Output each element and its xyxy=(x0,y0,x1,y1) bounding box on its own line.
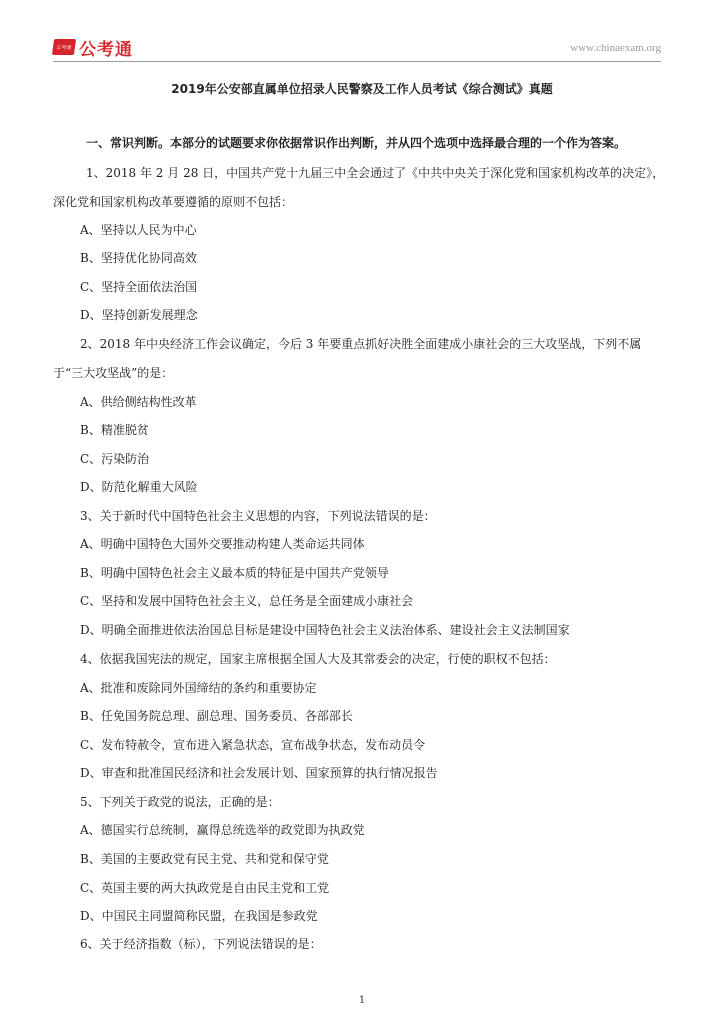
option-item: D、审查和批准国民经济和社会发展计划、国家预算的执行情况报告 xyxy=(80,766,438,780)
option-item: A、供给侧结构性改革 xyxy=(80,395,197,409)
option-item: B、任免国务院总理、副总理、国务委员、各部部长 xyxy=(80,709,353,723)
page-header xyxy=(0,0,724,62)
logo-text: 公考通 xyxy=(79,39,133,60)
question-stem-continued: 深化党和国家机构改革要遵循的原则不包括： xyxy=(53,195,294,209)
logo[interactable] xyxy=(53,36,133,58)
site-url[interactable]: www.chinaexam.org xyxy=(570,42,661,54)
option-item: B、精准脱贫 xyxy=(80,423,149,437)
question-stem: 1、2018 年 2 月 28 日，中国共产党十九届三中全会通过了《中共中央关于深化党和国家机构改革的决定》， xyxy=(86,166,665,180)
option-item: A、批准和废除同外国缔结的条约和重要协定 xyxy=(80,681,317,695)
option-item: D、中国民主同盟简称民盟，在我国是参政党 xyxy=(80,909,318,923)
question-stem: 6、关于经济指数（标），下列说法错误的是： xyxy=(80,937,322,951)
option-item: C、发布特赦令，宣布进入紧急状态，宣布战争状态，发布动员令 xyxy=(80,738,426,752)
option-item: C、英国主要的两大执政党是自由民主党和工党 xyxy=(80,881,330,895)
question-stem: 5、下列关于政党的说法，正确的是： xyxy=(80,795,280,809)
question-stem: 4、依据我国宪法的规定，国家主席根据全国人大及其常委会的决定，行使的职权不包括： xyxy=(80,652,556,666)
option-item: A、坚持以人民为中心 xyxy=(80,223,197,237)
question-stem: 2、2018 年中央经济工作会议确定，今后 3 年要重点抓好决胜全面建成小康社会的三大攻坚战，下列不属 xyxy=(80,337,642,351)
option-item: C、污染防治 xyxy=(80,452,150,466)
option-item: D、明确全面推进依法治国总目标是建设中国特色社会主义法治体系、建设社会主义法制国家 xyxy=(80,623,570,637)
question-stem: 3、关于新时代中国特色社会主义思想的内容，下列说法错误的是： xyxy=(80,509,436,523)
option-item: D、坚持创新发展理念 xyxy=(80,308,198,322)
option-item: C、坚持和发展中国特色社会主义，总任务是全面建成小康社会 xyxy=(80,594,414,608)
option-item: C、坚持全面依法治国 xyxy=(80,280,198,294)
header-divider xyxy=(53,61,661,62)
logo-badge-icon: 公考通 xyxy=(52,39,76,55)
option-item: B、明确中国特色社会主义最本质的特征是中国共产党领导 xyxy=(80,566,389,580)
page-title: 2019年公安部直属单位招录人民警察及工作人员考试《综合测试》真题 xyxy=(171,82,553,96)
option-item: A、德国实行总统制，赢得总统选举的政党即为执政党 xyxy=(80,823,365,837)
option-item: A、明确中国特色大国外交要推动构建人类命运共同体 xyxy=(80,537,365,551)
option-item: D、防范化解重大风险 xyxy=(80,480,198,494)
option-item: B、美国的主要政党有民主党、共和党和保守党 xyxy=(80,852,329,866)
question-stem-continued: 于“三大攻坚战”的是： xyxy=(53,366,174,380)
page-number: 1 xyxy=(358,995,366,1006)
section-heading: 一、常识判断。本部分的试题要求你依据常识作出判断，并从四个选项中选择最合理的一个作为答案。 xyxy=(86,136,627,150)
option-item: B、坚持优化协同高效 xyxy=(80,251,197,265)
